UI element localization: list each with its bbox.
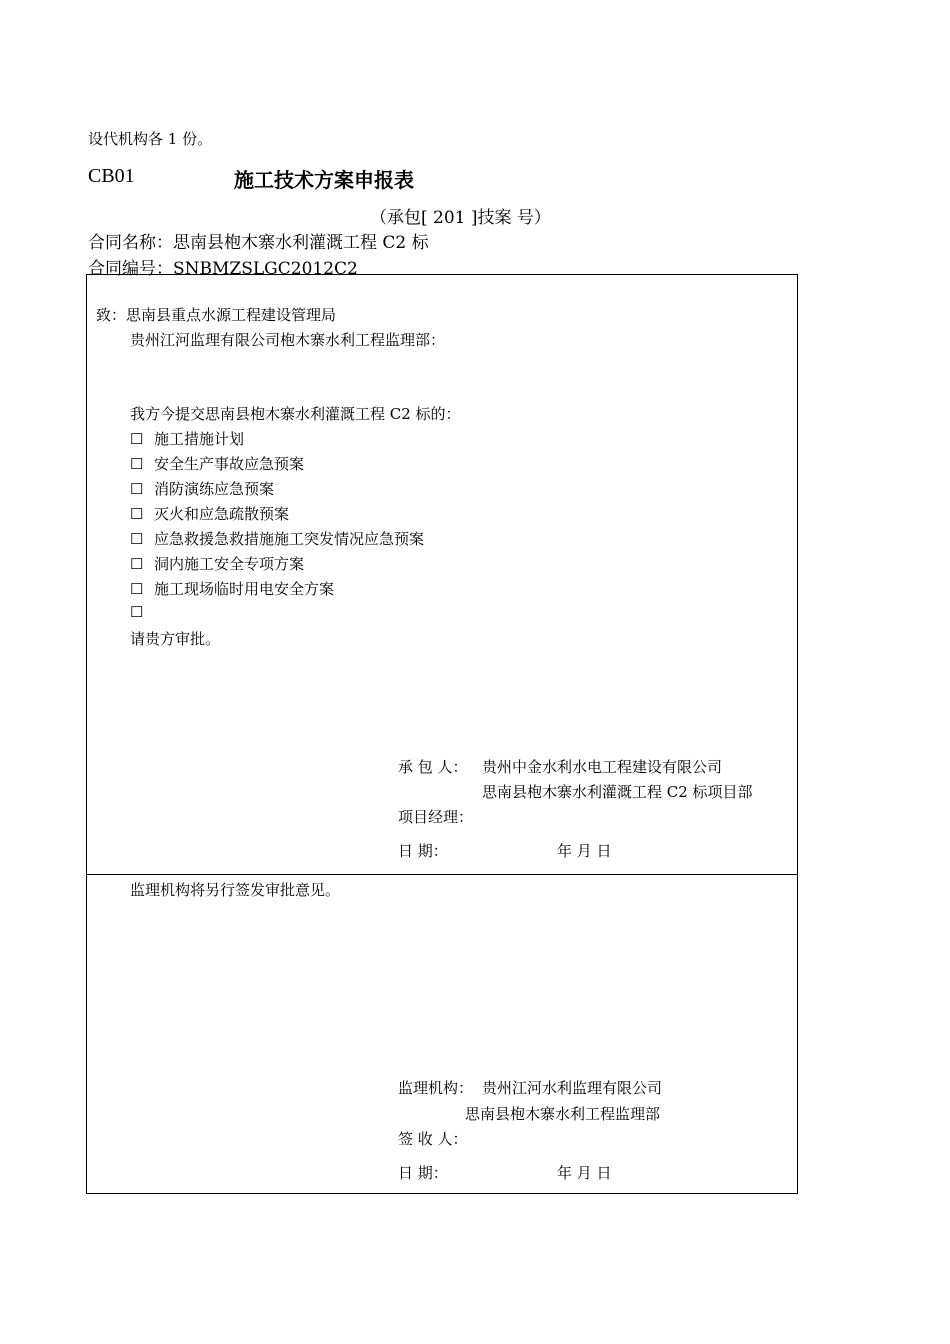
- checklist-item-label: 洞内施工安全专项方案: [154, 555, 305, 573]
- form-code: CB01: [88, 165, 135, 187]
- contract-number: 合同编号：SNBMZSLGC2012C2: [88, 259, 358, 279]
- contractor-label: 承 包 人：: [398, 758, 468, 776]
- checklist-item-label: 灭火和应急疏散预案: [154, 505, 290, 523]
- project-manager-label: 项目经理：: [398, 808, 474, 826]
- checkbox[interactable]: ☐: [130, 603, 144, 621]
- addressee-line-2: 贵州江河监理有限公司枹木寨水利工程监理部：: [130, 331, 446, 349]
- checklist-item: [130, 503, 289, 524]
- agency-name: 贵州江河水利监理有限公司: [482, 1079, 663, 1097]
- submission-intro: 我方今提交思南县枹木寨水利灌溉工程 C2 标的：: [130, 405, 461, 423]
- receiver-label: 签 收 人：: [398, 1130, 468, 1148]
- form-title: 施工技术方案申报表: [234, 168, 414, 192]
- checkbox[interactable]: ☐: [130, 555, 144, 573]
- checklist-item: [130, 603, 154, 621]
- form-number-line: （承包[ 201 ]技案 号）: [370, 208, 551, 228]
- checklist-item-label: 消防演练应急预案: [154, 480, 275, 498]
- checklist-item: [130, 478, 274, 499]
- agency-label: 监理机构：: [398, 1079, 474, 1097]
- checkbox[interactable]: ☐: [130, 480, 144, 498]
- checklist-item-label: 施工现场临时用电安全方案: [154, 580, 335, 598]
- checklist-item-label: 施工措施计划: [154, 430, 245, 448]
- section-divider: [87, 874, 797, 875]
- approval-request: 请贵方审批。: [130, 630, 221, 648]
- checkbox[interactable]: ☐: [130, 580, 144, 598]
- contractor-name: 贵州中金水利水电工程建设有限公司: [482, 758, 723, 776]
- checklist-item: [130, 453, 304, 474]
- checkbox[interactable]: ☐: [130, 505, 144, 523]
- agency-date-label: 日 期：: [398, 1164, 448, 1182]
- checklist-item: [130, 553, 304, 574]
- supervision-note: 监理机构将另行签发审批意见。: [130, 881, 341, 899]
- agency-department: 思南县枹木寨水利工程监理部: [465, 1105, 661, 1123]
- checkbox[interactable]: ☐: [130, 430, 144, 448]
- checkbox[interactable]: ☐: [130, 530, 144, 548]
- contractor-date-label: 日 期：: [398, 842, 448, 860]
- checkbox[interactable]: ☐: [130, 455, 144, 473]
- checklist-item-label: 安全生产事故应急预案: [154, 455, 305, 473]
- checklist-item: [130, 428, 244, 449]
- checklist-item-label: 应急救援急救措施施工突发情况应急预案: [154, 530, 425, 548]
- contractor-date-value: 年 月 日: [557, 842, 612, 860]
- agency-date-value: 年 月 日: [557, 1164, 612, 1182]
- checklist-item: [130, 528, 424, 549]
- top-note: 设代机构各 1 份。: [88, 130, 213, 148]
- contract-name: 合同名称：思南县枹木寨水利灌溉工程 C2 标: [88, 233, 429, 253]
- contractor-department: 思南县枹木寨水利灌溉工程 C2 标项目部: [482, 783, 753, 801]
- checklist-item: [130, 578, 334, 599]
- addressee-line-1: 致：思南县重点水源工程建设管理局: [96, 306, 337, 324]
